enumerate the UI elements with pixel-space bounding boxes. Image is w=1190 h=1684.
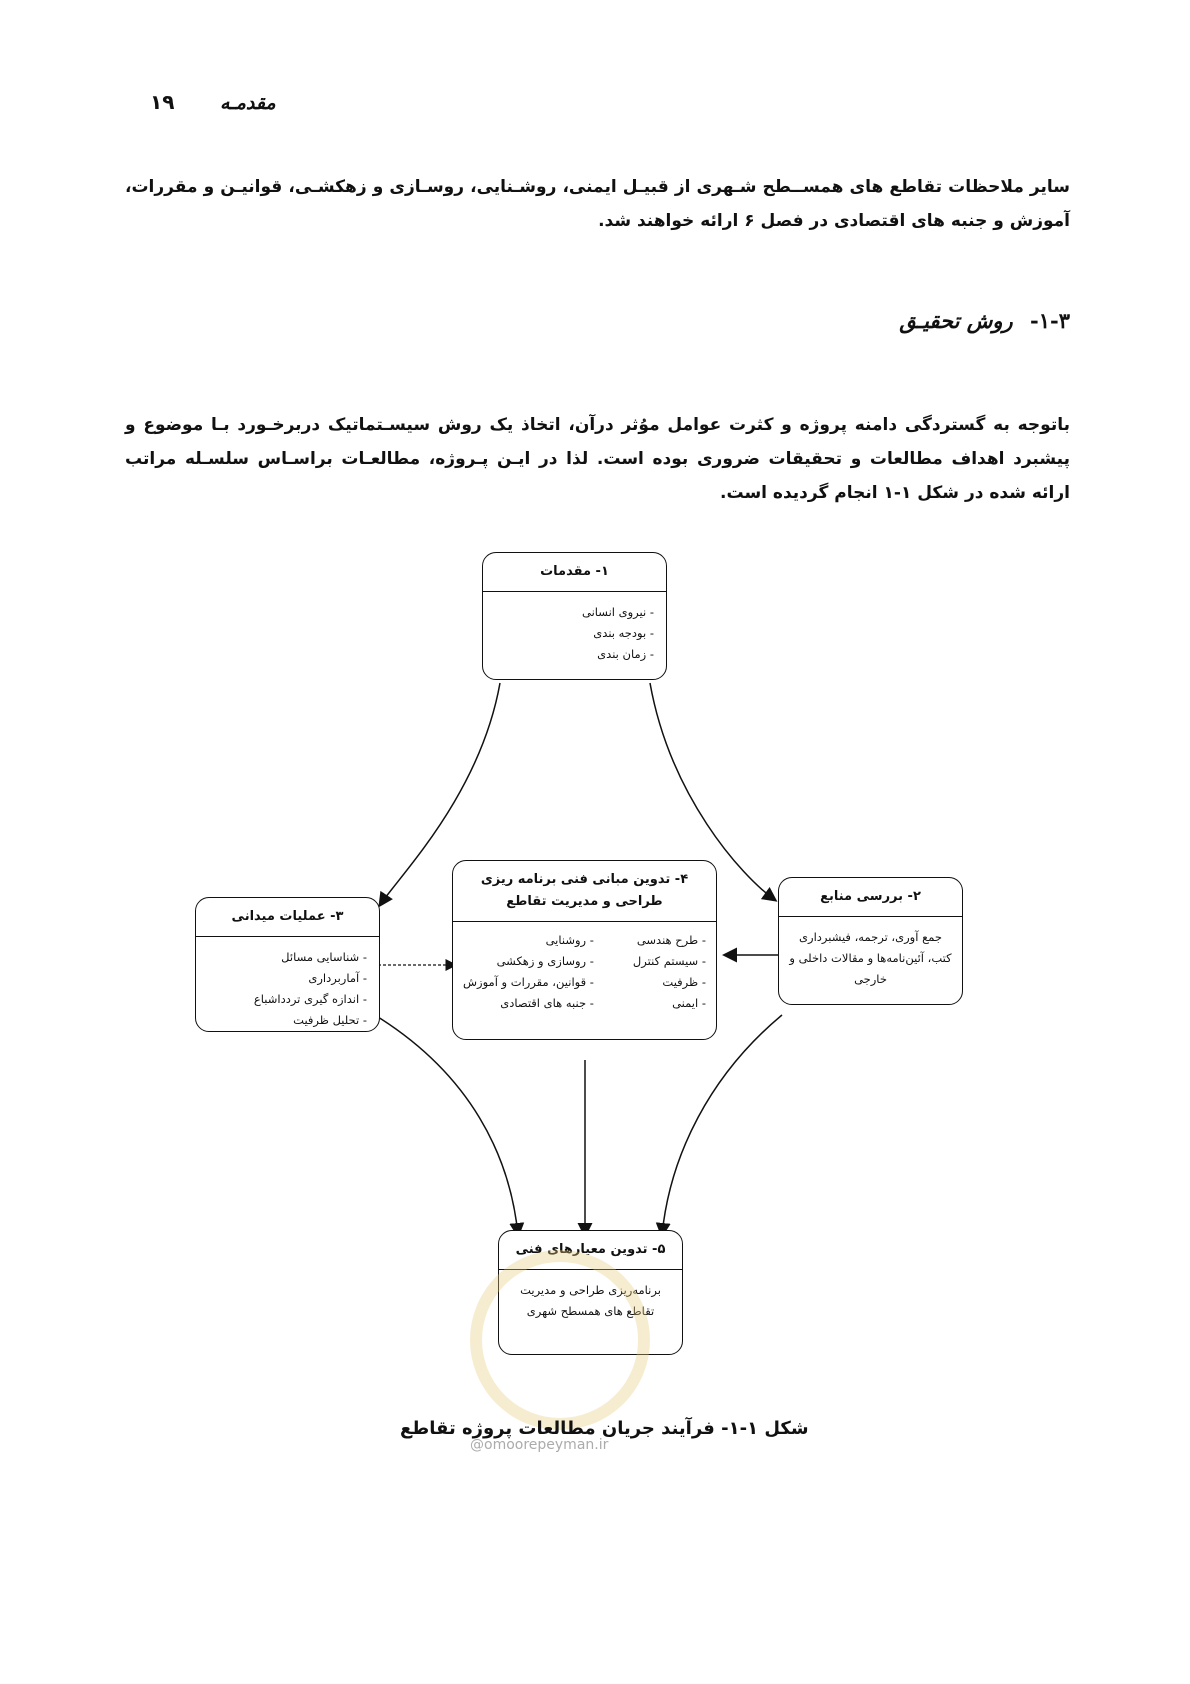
list-item: - روسازی و زهکشی <box>496 954 594 968</box>
watermark-seal <box>470 1250 650 1430</box>
list-item: - ایمنی <box>672 996 706 1010</box>
list-item: - روشنایی <box>545 933 594 947</box>
list-item: - زمان بندی <box>597 647 654 661</box>
chapter-title: مقدمـه <box>220 92 276 114</box>
box-source-review-text: جمع آوری، ترجمه، فیشبرداری کتب، آئین‌نامه‌ها و مقالات داخلی و خارجی <box>789 930 952 986</box>
paragraph-intro: سایر ملاحظات تقاطع های همســطح شـهری از قبیـل ایمنی، روشـنایی، روسـازی و زهکشـی، قوانیـن و مقررات، آموزش و جنبه های اقتصادی در فصل ۶ ارائه خواهند شد. <box>125 177 1070 231</box>
figure-caption: شکل ۱-۱- فرآیند جریان مطالعات پروژه تقاطع <box>400 1418 809 1439</box>
list-item: - ظرفیت <box>662 975 706 989</box>
list-item: - آماربرداری <box>308 971 367 985</box>
box-technical-foundations <box>452 860 717 1040</box>
section-heading <box>899 308 1070 333</box>
box-field-operations-title: ۳- عملیات میدانی <box>196 898 379 937</box>
arrow-2-to-5 <box>662 1015 782 1235</box>
arrow-3-to-5 <box>378 1017 518 1235</box>
box-field-operations <box>195 897 380 1032</box>
list-item: - اندازه گیری تردداشباع <box>253 992 367 1006</box>
list-item: - تحلیل ظرفیت <box>293 1013 367 1027</box>
box-source-review <box>778 877 963 1005</box>
watermark-text: @omoorepeyman.ir <box>470 1437 609 1453</box>
box-technical-foundations-title: ۴- تدوین مبانی فنی برنامه ریزی طراحی و مدیریت تقاطع <box>453 861 716 922</box>
list-item: - جنبه های اقتصادی <box>500 996 594 1010</box>
section-number: ۱-۳- <box>1030 308 1070 333</box>
paragraph-method: باتوجه به گستردگی دامنه پروژه و کثرت عوامل موُثر درآن، اتخاذ یک روش سیسـتماتیک دربرخـورد بـا موضوع و پیشبرد اهداف مطالعات و تحقیقات ضروری بوده است. لذا در ایـن پـروژه، مطالعـات براسـاس سلسـله مراتب ارائه شده در شکل ۱-۱ انجام گردیده است. <box>125 415 1070 503</box>
list-item: - قوانین، مقررات و آموزش <box>463 975 594 989</box>
list-item: - نیروی انسانی <box>582 605 654 619</box>
list-item: - بودجه بندی <box>593 626 654 640</box>
foundations-list-right <box>633 930 706 1014</box>
section-title: روش تحقیـق <box>899 308 1013 333</box>
foundations-list-left <box>463 930 594 1014</box>
box-technical-criteria-text: برنامه‌ریزی طراحی و مدیریت تقاطع های همسطح شهری <box>520 1283 661 1318</box>
box-source-review-title: ۲- بررسی منابع <box>779 878 962 917</box>
list-item: - سیستم کنترل <box>632 954 706 968</box>
box-technical-criteria-title: ۵- تدوین معیارهای فنی <box>499 1231 682 1270</box>
list-item: - طرح هندسی <box>636 933 706 947</box>
box-introduction <box>482 552 667 680</box>
page-number: ۱۹ <box>150 90 175 114</box>
list-item: - شناسایی مسائل <box>281 950 367 964</box>
box-introduction-title: ۱- مقدمات <box>483 553 666 592</box>
